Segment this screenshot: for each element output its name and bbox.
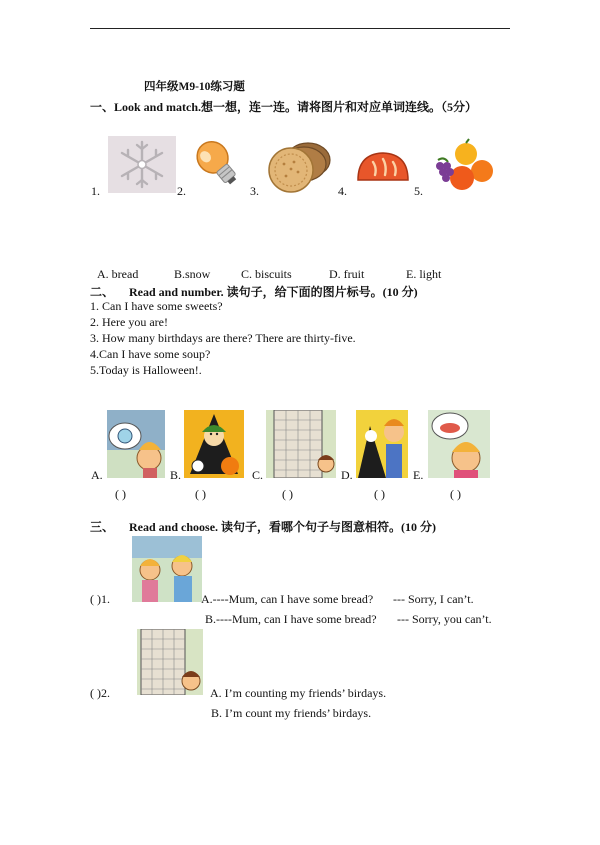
word-d: D. fruit xyxy=(329,267,365,281)
answer-blank-d[interactable]: ( ) xyxy=(374,487,385,501)
answer-blank-c[interactable]: ( ) xyxy=(282,487,293,501)
birthdays-picture xyxy=(266,410,336,478)
section2-heading-en: Read and number. xyxy=(129,285,224,299)
section2-heading-cn: 读句子，给下面的图片标号。(10 分) xyxy=(223,285,418,299)
section2-heading-num: 二、 xyxy=(90,285,115,299)
light-bulb-image xyxy=(188,134,250,196)
answer-blank-e[interactable]: ( ) xyxy=(450,487,461,501)
picture-letter-b: B. xyxy=(170,468,182,482)
worksheet-title: 四年级M9-10练习题 xyxy=(144,81,245,93)
sentence-1: 1. Can I have some sweets? xyxy=(90,299,223,313)
section3-heading-cn: 读句子，看哪个句子与图意相符。(10 分) xyxy=(218,520,437,534)
counting-question-picture xyxy=(137,629,203,695)
q1-option-a: A.----Mum, can I have some bread? xyxy=(201,592,374,606)
picture-letter-e: E. xyxy=(413,468,424,482)
sentence-2: 2. Here you are! xyxy=(90,315,168,329)
picture-number-4: 4. xyxy=(338,184,347,198)
picture-number-2: 2. xyxy=(177,184,186,198)
section3-heading-en: Read and choose. xyxy=(129,520,219,534)
section3-heading-num: 三、 xyxy=(90,520,115,534)
picture-number-1: 1. xyxy=(91,184,100,198)
snowflake-image xyxy=(108,136,176,193)
answer-blank-b[interactable]: ( ) xyxy=(195,487,206,501)
bread-question-picture xyxy=(132,536,202,602)
q1-option-b: B.----Mum, can I have some bread? xyxy=(205,612,377,626)
q2-option-a: A. I’m counting my friends’ birdays. xyxy=(210,686,387,700)
sentence-4: 4.Can I have some soup? xyxy=(90,347,211,361)
here-you-are-picture xyxy=(356,410,408,478)
biscuits-image xyxy=(264,138,334,198)
q2-option-b: B. I’m count my friends’ birdays. xyxy=(211,706,372,720)
picture-letter-c: C. xyxy=(252,468,264,482)
section2-heading xyxy=(90,283,418,300)
q2-blank[interactable]: ( )2. xyxy=(90,686,110,700)
word-e: E. light xyxy=(406,267,442,281)
section3-heading xyxy=(90,518,436,535)
picture-letter-d: D. xyxy=(341,468,353,482)
word-a: A. bread xyxy=(97,267,139,281)
picture-number-5: 5. xyxy=(414,184,423,198)
soup-picture xyxy=(428,410,490,478)
picture-number-3: 3. xyxy=(250,184,259,198)
word-c: C. biscuits xyxy=(241,267,292,281)
q1-option-a-reply: --- Sorry, I can’t. xyxy=(393,592,474,606)
q1-blank[interactable]: ( )1. xyxy=(90,592,110,606)
q1-option-b-reply: --- Sorry, you can’t. xyxy=(397,612,492,626)
section1-heading: 一、Look and match.想一想，连一连。请将图片和对应单词连线。（5分） xyxy=(90,100,478,114)
sweets-picture xyxy=(107,410,165,478)
fruit-image xyxy=(430,138,498,196)
answer-blank-a[interactable]: ( ) xyxy=(115,487,126,501)
halloween-picture xyxy=(184,410,244,478)
word-b: B.snow xyxy=(174,267,211,281)
picture-letter-a: A. xyxy=(91,468,103,482)
bread-image xyxy=(355,148,411,188)
sentence-3: 3. How many birthdays are there? There are thirty-five. xyxy=(90,331,356,345)
sentence-5: 5.Today is Halloween!. xyxy=(90,363,202,377)
header-rule xyxy=(90,28,510,29)
